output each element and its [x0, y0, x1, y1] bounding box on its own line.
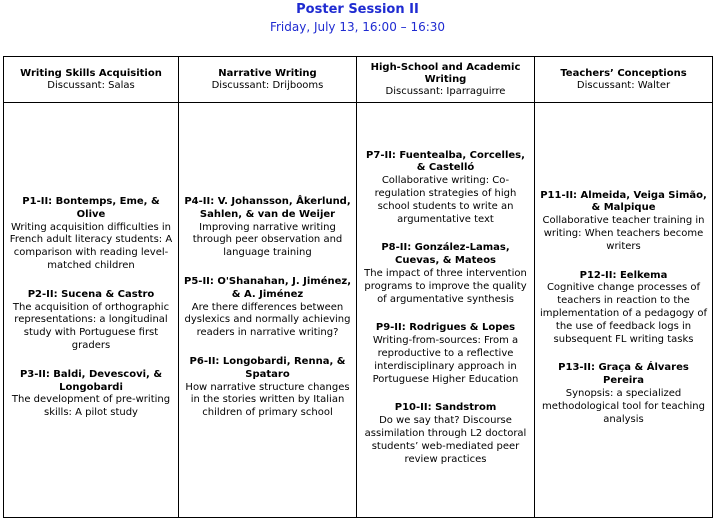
column-body: [179, 103, 356, 517]
poster-title: Writing acquisition difficulties in French adult literacy students: A comparison with reading level-matched children: [9, 221, 173, 271]
poster-title: The impact of three intervention programs to improve the quality of argumentative synthesis: [364, 268, 527, 305]
poster-authors: P4-II: V. Johansson, Åkerlund, Sahlen, & van de Weijer: [184, 196, 351, 220]
column-discussant: Discussant: Walter: [576, 79, 671, 91]
poster-entry: [361, 322, 530, 386]
poster-authors: P2-II: Sucena & Castro: [27, 288, 155, 300]
poster-authors: P7-II: Fuentealba, Corcelles, & Castelló: [366, 149, 525, 174]
poster-entry: [361, 150, 530, 227]
poster-title: Collaborative writing: Co-regulation strategies of high school students to write an argumentative text: [374, 175, 517, 225]
poster-authors: P5-II: O'Shanahan, J. Jiménez, & A. Jiménez: [184, 276, 351, 300]
column-body: [535, 103, 712, 517]
poster-entry: [183, 356, 352, 420]
poster-title: How narrative structure changes in the stories written by Italian children of primary school: [185, 381, 350, 419]
poster-authors: P3-II: Baldi, Devescovi, & Longobardi: [19, 368, 163, 393]
column-header: [179, 57, 356, 102]
column-heading: Teachers’ Conceptions: [560, 67, 687, 79]
poster-authors: P8-II: González-Lamas, Cuevas, & Mateos: [381, 242, 510, 267]
poster-entry: [183, 196, 352, 260]
poster-entry: [539, 362, 708, 426]
poster-authors: P9-II: Rodrigues & Lopes: [375, 322, 516, 334]
poster-authors: P10-II: Sandstrom: [394, 402, 497, 414]
poster-title: The acquisition of orthographic representations: a longitudinal study with Portuguese first graders: [12, 301, 170, 351]
poster-entry: [8, 196, 174, 273]
column-discussant: Discussant: Salas: [47, 79, 135, 91]
poster-entry: [539, 190, 708, 254]
poster-entry: [539, 270, 708, 347]
column-header: [4, 57, 178, 102]
column-header: [357, 57, 534, 102]
session-time: Friday, July 13, 16:00 – 16:30: [269, 20, 446, 34]
poster-entry: [8, 289, 174, 353]
poster-entry: [183, 276, 352, 340]
poster-title: Writing-from-sources: From a reproductive to a reflective interdisciplinary approach in Portuguese Higher Education: [372, 335, 519, 385]
session-title: Poster Session II: [296, 2, 419, 17]
poster-authors: P11-II: Almeida, Veiga Simão, & Malpique: [540, 189, 707, 214]
poster-title: Cognitive change processes of teachers in reaction to the implementation of a pedagogy of the use of feedback logs in subsequent FL writing tasks: [539, 282, 708, 345]
poster-authors: P12-II: Eelkema: [579, 269, 668, 281]
poster-title: The development of pre-writing skills: A pilot study: [11, 394, 171, 419]
poster-entry: [8, 369, 174, 420]
poster-title: Synopsis: a specialized methodological tool for teaching analysis: [542, 387, 705, 425]
column-heading: Writing Skills Acquisition: [20, 67, 162, 79]
column-discussant: Discussant: Drijbooms: [211, 79, 324, 91]
poster-title: Improving narrative writing through peer observation and language training: [192, 221, 343, 259]
poster-authors: P6-II: Longobardi, Renna, & Spataro: [189, 355, 346, 380]
poster-authors: P13-II: Graça & Álvares Pereira: [558, 362, 689, 387]
poster-entry: [361, 242, 530, 306]
poster-title: Do we say that? Discourse assimilation through L2 doctoral students’ web-mediated peer review practices: [364, 415, 527, 465]
poster-entry: [361, 402, 530, 466]
poster-table: [3, 56, 713, 518]
column-heading: High-School and Academic Writing: [370, 61, 521, 85]
column-body: [357, 103, 534, 517]
column-heading: Narrative Writing: [218, 67, 317, 79]
column-header: [535, 57, 712, 102]
poster-authors: P1-II: Bontemps, Eme, & Olive: [22, 196, 160, 220]
poster-title: Collaborative teacher training in writing: When teachers become writers: [542, 215, 705, 252]
column-body: [4, 103, 178, 517]
poster-title: Are there differences between dyslexics and normally achieving readers in narrative writing?: [184, 301, 351, 339]
column-discussant: Discussant: Iparraguirre: [385, 85, 506, 97]
